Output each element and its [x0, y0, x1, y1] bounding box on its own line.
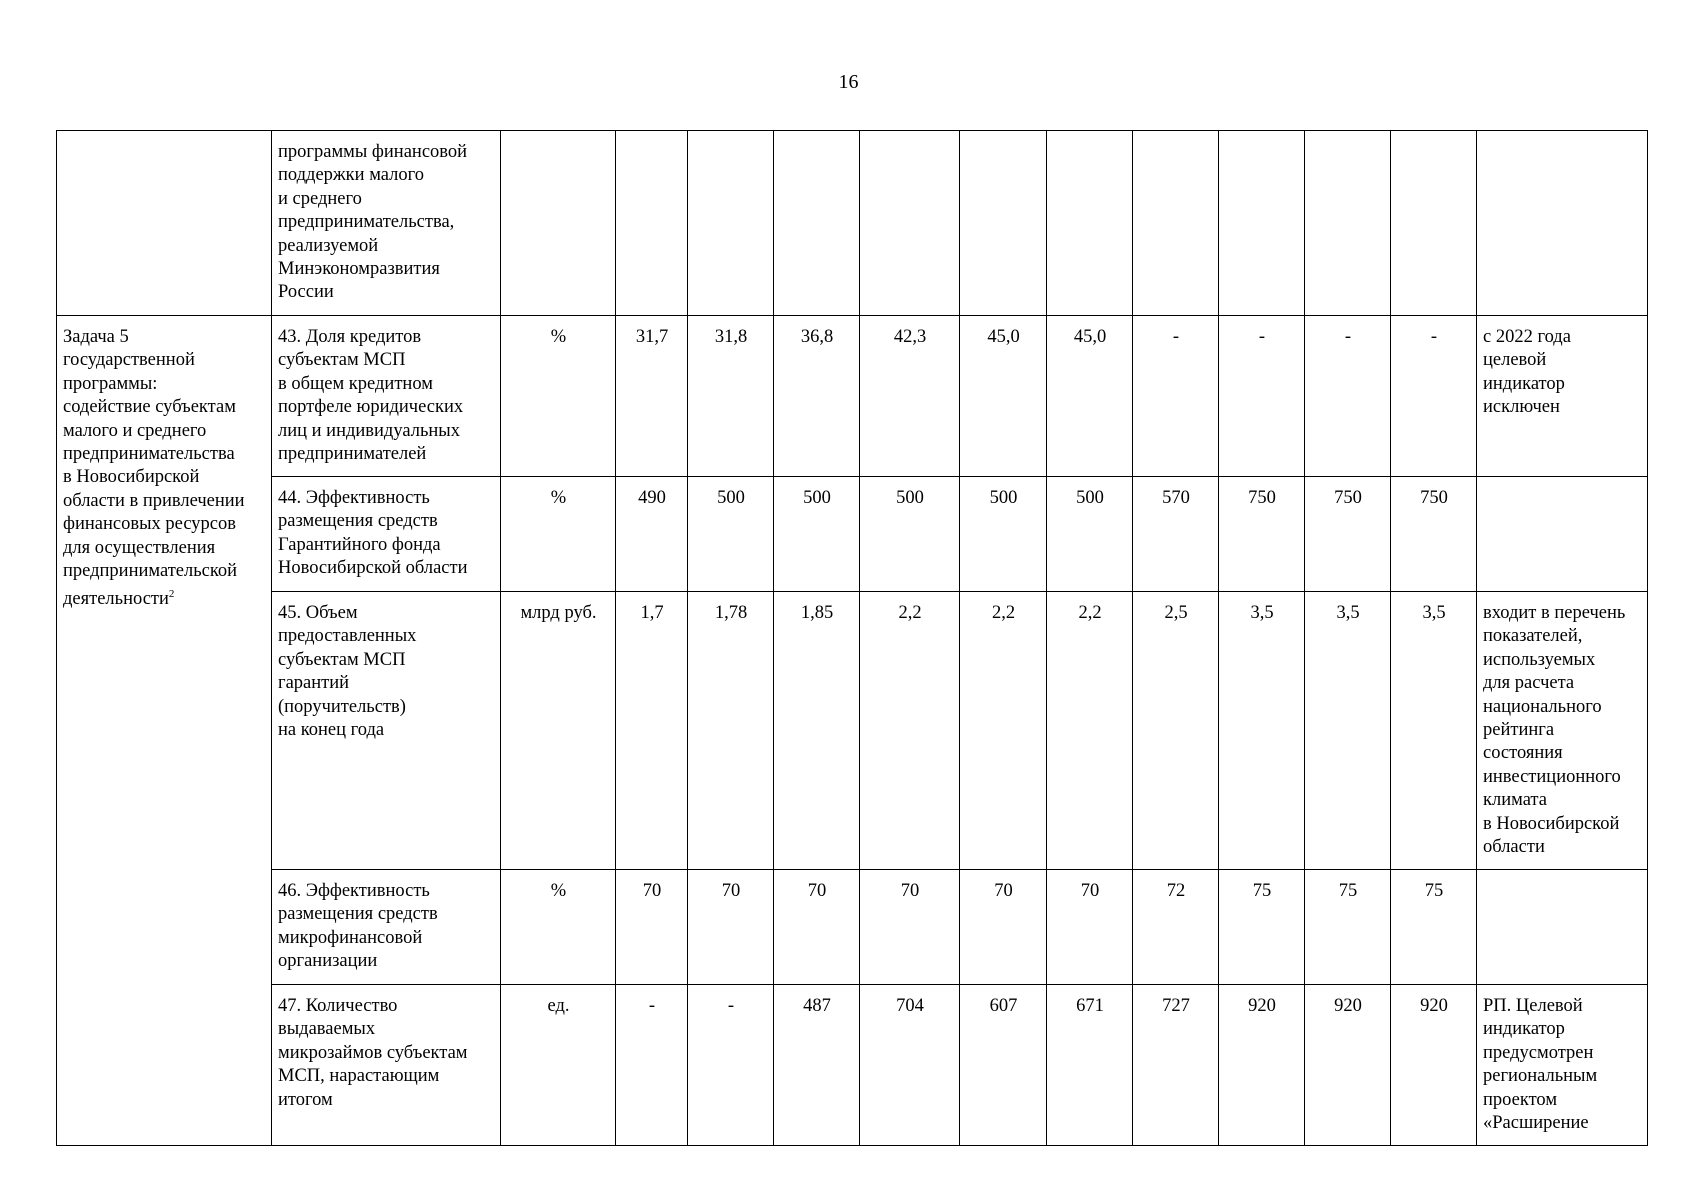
value-cell: 70 — [688, 870, 774, 985]
value-cell — [774, 131, 860, 316]
value-cell: 920 — [1219, 985, 1305, 1146]
unit-cell: % — [501, 316, 616, 477]
value-cell — [960, 131, 1047, 316]
value-cell: 704 — [860, 985, 960, 1146]
table-row-continuation — [57, 131, 1648, 316]
value-cell — [616, 131, 688, 316]
value-cell — [1047, 131, 1133, 316]
value-cell: - — [1219, 316, 1305, 477]
value-cell: 920 — [1305, 985, 1391, 1146]
value-cell: 72 — [1133, 870, 1219, 985]
task-text: Задача 5 государственной программы: содействие субъектам малого и среднего предпринимательства в Новосибирской области в привлечении финансовых ресурсов для осуществления предпринимательской деятельности — [63, 327, 245, 610]
value-cell: 487 — [774, 985, 860, 1146]
value-cell: 490 — [616, 477, 688, 592]
value-cell: 3,5 — [1305, 592, 1391, 870]
value-cell: - — [1133, 316, 1219, 477]
indicator-cell: 44. Эффективность размещения средств Гарантийного фонда Новосибирской области — [272, 477, 501, 592]
value-cell: 2,5 — [1133, 592, 1219, 870]
value-cell: 1,7 — [616, 592, 688, 870]
note-cell — [1477, 131, 1648, 316]
indicator-cell: 46. Эффективность размещения средств микрофинансовой организации — [272, 870, 501, 985]
table-row-indicator-45 — [57, 592, 1648, 870]
value-cell: 500 — [688, 477, 774, 592]
value-cell: - — [1305, 316, 1391, 477]
task-cell — [57, 316, 272, 1146]
value-cell: 70 — [774, 870, 860, 985]
unit-cell: % — [501, 870, 616, 985]
value-cell: 750 — [1391, 477, 1477, 592]
value-cell: 36,8 — [774, 316, 860, 477]
table-row-indicator-43 — [57, 316, 1648, 477]
value-cell: 31,8 — [688, 316, 774, 477]
task-footnote: 2 — [168, 588, 175, 601]
value-cell: 1,78 — [688, 592, 774, 870]
value-cell — [1391, 131, 1477, 316]
value-cell — [688, 131, 774, 316]
note-cell — [1477, 477, 1648, 592]
value-cell: 70 — [860, 870, 960, 985]
note-cell: РП. Целевой индикатор предусмотрен региональным проектом «Расширение — [1477, 985, 1648, 1146]
note-cell: с 2022 года целевой индикатор исключен — [1477, 316, 1648, 477]
unit-cell — [501, 131, 616, 316]
value-cell: - — [688, 985, 774, 1146]
value-cell: 607 — [960, 985, 1047, 1146]
value-cell: 727 — [1133, 985, 1219, 1146]
value-cell: 70 — [616, 870, 688, 985]
value-cell: 750 — [1219, 477, 1305, 592]
value-cell: 2,2 — [1047, 592, 1133, 870]
unit-cell: млрд руб. — [501, 592, 616, 870]
value-cell: 1,85 — [774, 592, 860, 870]
note-cell — [1477, 870, 1648, 985]
value-cell: 2,2 — [960, 592, 1047, 870]
value-cell: 45,0 — [960, 316, 1047, 477]
value-cell: 500 — [774, 477, 860, 592]
value-cell — [1305, 131, 1391, 316]
indicator-cell: программы финансовой поддержки малого и среднего предпринимательства, реализуемой Минэкономразвития России — [272, 131, 501, 316]
value-cell — [1219, 131, 1305, 316]
indicator-cell: 43. Доля кредитов субъектам МСП в общем кредитном портфеле юридических лиц и индивидуальных предпринимателей — [272, 316, 501, 477]
indicators-table — [56, 130, 1648, 1146]
value-cell: - — [616, 985, 688, 1146]
value-cell — [860, 131, 960, 316]
value-cell: 31,7 — [616, 316, 688, 477]
value-cell: 75 — [1391, 870, 1477, 985]
note-cell: входит в перечень показателей, используемых для расчета национального рейтинга состояния инвестиционного климата в Новосибирской области — [1477, 592, 1648, 870]
value-cell: 920 — [1391, 985, 1477, 1146]
indicator-cell: 47. Количество выдаваемых микрозаймов субъектам МСП, нарастающим итогом — [272, 985, 501, 1146]
task-cell-empty — [57, 131, 272, 316]
value-cell: 42,3 — [860, 316, 960, 477]
value-cell: - — [1391, 316, 1477, 477]
value-cell: 500 — [1047, 477, 1133, 592]
table-row-indicator-44 — [57, 477, 1648, 592]
value-cell: 570 — [1133, 477, 1219, 592]
value-cell: 750 — [1305, 477, 1391, 592]
value-cell: 3,5 — [1219, 592, 1305, 870]
value-cell: 2,2 — [860, 592, 960, 870]
value-cell — [1133, 131, 1219, 316]
value-cell: 671 — [1047, 985, 1133, 1146]
unit-cell: % — [501, 477, 616, 592]
value-cell: 500 — [860, 477, 960, 592]
value-cell: 70 — [1047, 870, 1133, 985]
value-cell: 45,0 — [1047, 316, 1133, 477]
value-cell: 500 — [960, 477, 1047, 592]
value-cell: 3,5 — [1391, 592, 1477, 870]
table-row-indicator-46 — [57, 870, 1648, 985]
value-cell: 75 — [1305, 870, 1391, 985]
value-cell: 70 — [960, 870, 1047, 985]
indicator-cell: 45. Объем предоставленных субъектам МСП гарантий (поручительств) на конец года — [272, 592, 501, 870]
value-cell: 75 — [1219, 870, 1305, 985]
unit-cell: ед. — [501, 985, 616, 1146]
page-number: 16 — [838, 71, 859, 93]
table-row-indicator-47 — [57, 985, 1648, 1146]
